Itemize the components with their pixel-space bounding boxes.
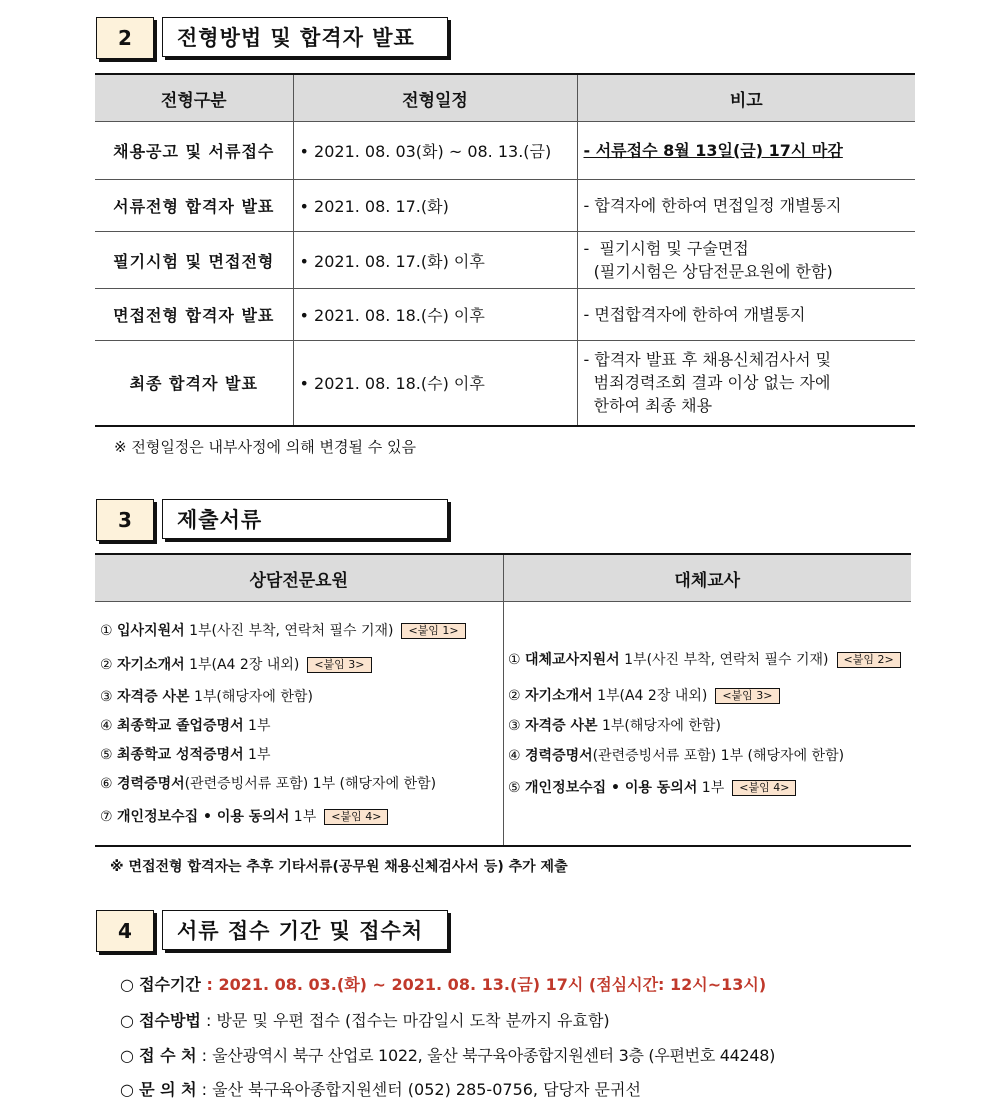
attachment-tag: <붙임 1> [401,623,465,639]
document-name: 개인정보수집 • 이용 동의서 [525,780,698,796]
item-number: ① [100,623,118,639]
table-row [95,341,915,426]
info-row-place [120,1043,775,1066]
document-name: 자기소개서 [117,657,185,673]
attachment-tag: <붙임 3> [307,657,371,673]
note-line: - 면접합격자에 한하여 개별통지 [583,305,806,324]
row-note [577,122,915,180]
column-header: 전형구분 [95,74,293,122]
schedule-footnote: ※ 전형일정은 내부사정에 의해 변경될 수 있음 [114,438,416,456]
document-desc: (관련증빙서류 포함) 1부 (해당자에 한함) [184,776,437,792]
circle-bullet-icon: ○ [120,1011,134,1030]
document-desc: 1부(해당자에 한함) [597,718,721,734]
document-desc: 1부(A4 2장 내외) [184,657,300,673]
section-title: 전형방법 및 합격자 발표 [162,17,448,57]
info-label: 접 수 처 [139,1046,197,1065]
row-category: 최종 합격자 발표 [95,341,293,426]
document-item [508,745,844,765]
document-item [100,620,466,640]
info-row-contact [120,1077,641,1100]
column-header: 상담전문요원 [95,554,503,602]
info-label: 문 의 처 [139,1080,197,1099]
info-separator: : [200,975,219,994]
row-category: 채용공고 및 서류접수 [95,122,293,180]
info-value: 울산 북구육아종합지원센터 (052) 285-0756, 담당자 문귀선 [212,1080,641,1099]
document-item [100,806,388,826]
document-item [100,744,271,764]
attachment-tag: <붙임 4> [732,780,796,796]
info-value: 방문 및 우편 접수 (접수는 마감일시 도착 분까지 유효함) [216,1011,610,1030]
document-name: 경력증명서 [117,776,185,792]
document-item [508,685,780,705]
row-note [577,289,915,341]
table-row [95,289,915,341]
document-item [100,654,372,674]
document-item [100,773,436,793]
row-schedule: • 2021. 08. 18.(수) 이후 [293,289,577,341]
section-number: 4 [96,910,154,952]
attachment-tag: <붙임 2> [837,652,901,668]
document-name: 대체교사지원서 [525,652,620,668]
row-category: 필기시험 및 면접전형 [95,232,293,289]
document-item [100,686,313,706]
note-line: - 필기시험 및 구술면접 [583,239,749,258]
item-number: ① [508,652,526,668]
document-name: 자격증 사본 [525,718,598,734]
document-item [508,649,901,669]
document-desc: 1부(사진 부착, 연락처 필수 기재) [619,652,829,668]
circle-bullet-icon: ○ [120,1046,134,1065]
document-name: 경력증명서 [525,748,593,764]
info-row-period [120,972,766,995]
note-line: (필기시험은 상담전문요원에 한함) [583,262,833,281]
column-header: 비고 [577,74,915,122]
table-row [95,122,915,180]
document-desc: 1부 [243,747,271,763]
note-line: - 합격자에 한하여 면접일정 개별통지 [583,196,842,215]
document-name: 자기소개서 [525,688,593,704]
document-name: 최종학교 졸업증명서 [117,718,244,734]
table-row [95,180,915,232]
section-number: 3 [96,499,154,541]
row-schedule: • 2021. 08. 03(화) ~ 08. 13.(금) [293,122,577,180]
note-line: - 서류접수 8월 13일(금) 17시 마감 [583,141,843,160]
info-label: 접수방법 [139,1011,201,1030]
row-schedule: • 2021. 08. 17.(화) [293,180,577,232]
info-row-method [120,1008,610,1031]
document-name: 입사지원서 [117,623,185,639]
column-header: 전형일정 [293,74,577,122]
row-note [577,341,915,426]
document-name: 개인정보수집 • 이용 동의서 [117,809,290,825]
column-header: 대체교사 [503,554,911,602]
attachment-tag: <붙임 4> [324,809,388,825]
row-schedule: • 2021. 08. 18.(수) 이후 [293,341,577,426]
info-value: 2021. 08. 03.(화) ~ 2021. 08. 13.(금) 17시 (점심시간: 12시~13시) [218,975,767,994]
item-number: ⑥ [100,776,118,792]
info-separator: : [196,1046,213,1065]
note-line: 한하여 최종 채용 [583,396,713,416]
item-number: ⑤ [508,780,526,796]
document-desc: 1부 [289,809,317,825]
item-number: ③ [100,689,118,705]
row-category: 서류전형 합격자 발표 [95,180,293,232]
item-number: ④ [508,748,526,764]
item-number: ③ [508,718,526,734]
documents-footnote: ※ 면접전형 합격자는 추후 기타서류(공무원 채용신체검사서 등) 추가 제출 [110,859,568,875]
note-line: - 합격자 발표 후 채용신체검사서 및 [583,350,832,370]
item-number: ⑦ [100,809,118,825]
document-desc: 1부 [243,718,271,734]
info-separator: : [196,1080,213,1099]
circle-bullet-icon: ○ [120,975,134,994]
note-line: 범죄경력조회 결과 이상 없는 자에 [583,373,831,393]
item-number: ④ [100,718,118,734]
item-number: ② [100,657,118,673]
document-item [100,715,271,735]
info-label: 접수기간 [139,975,201,994]
section-title: 서류 접수 기간 및 접수처 [162,910,448,950]
row-note [577,180,915,232]
section-title: 제출서류 [162,499,448,539]
row-schedule: • 2021. 08. 17.(화) 이후 [293,232,577,289]
circle-bullet-icon: ○ [120,1080,134,1099]
document-desc: (관련증빙서류 포함) 1부 (해당자에 한함) [592,748,845,764]
info-separator: : [200,1011,217,1030]
document-name: 최종학교 성적증명서 [117,747,244,763]
document-item [508,715,721,735]
item-number: ② [508,688,526,704]
attachment-tag: <붙임 3> [715,688,779,704]
table-row [95,232,915,289]
document-desc: 1부(해당자에 한함) [189,689,313,705]
schedule-table [95,73,915,427]
document-item [508,777,796,797]
item-number: ⑤ [100,747,118,763]
row-note [577,232,915,289]
document-name: 자격증 사본 [117,689,190,705]
document-desc: 1부 [697,780,725,796]
section-number: 2 [96,17,154,59]
document-desc: 1부(A4 2장 내외) [592,688,708,704]
info-value: 울산광역시 북구 산업로 1022, 울산 북구육아종합지원센터 3층 (우편번호 44248) [212,1046,776,1065]
document-desc: 1부(사진 부착, 연락처 필수 기재) [184,623,394,639]
row-category: 면접전형 합격자 발표 [95,289,293,341]
